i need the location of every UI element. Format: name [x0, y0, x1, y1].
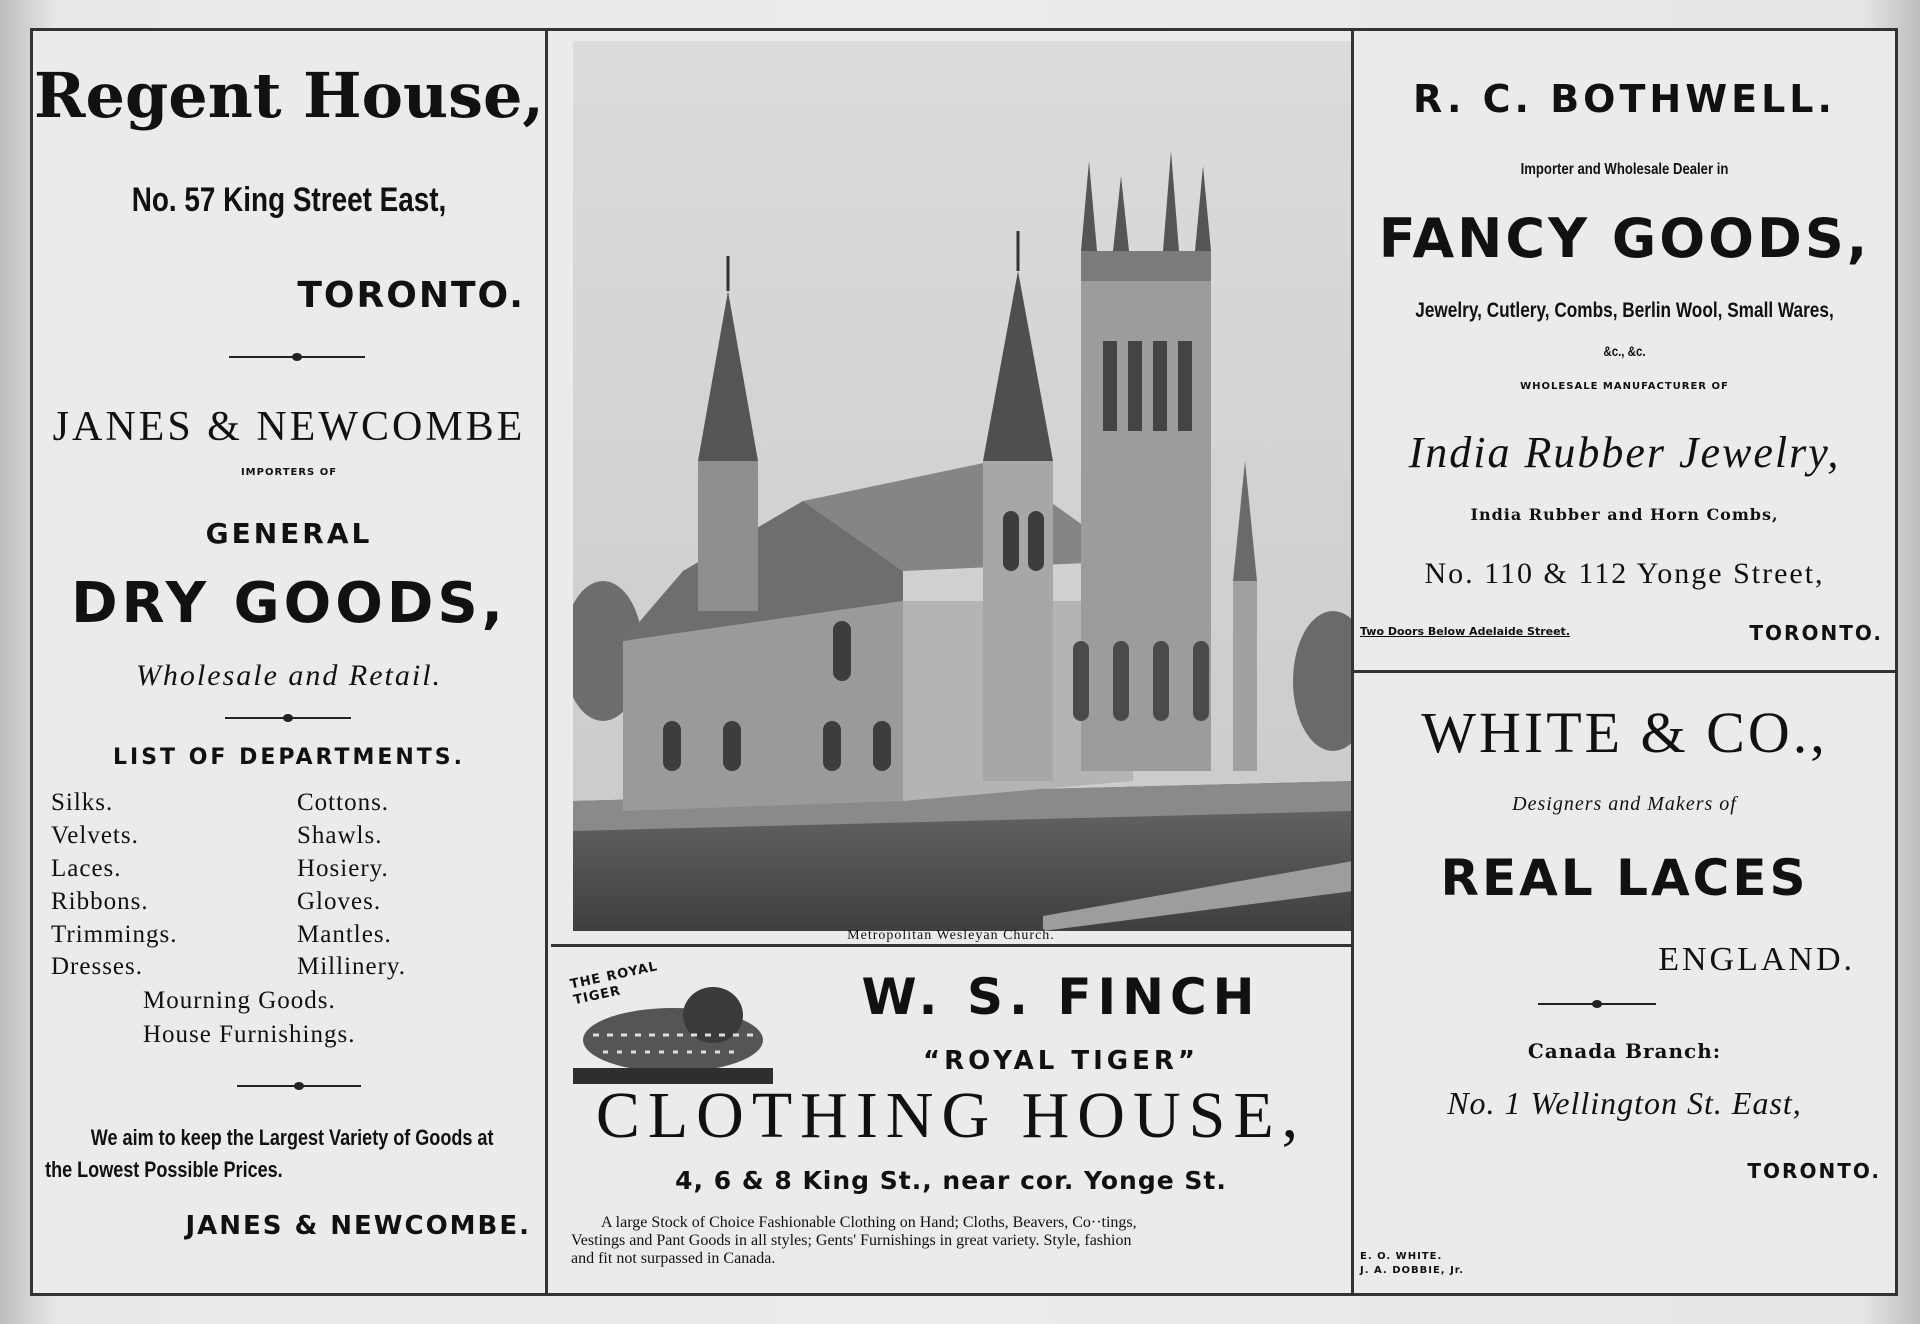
bothwell-doors-note: Two Doors Below Adelaide Street. — [1360, 625, 1570, 638]
white-co-city: TORONTO. — [1747, 1159, 1881, 1183]
wholesale-retail-line: Wholesale and Retail. — [135, 659, 443, 692]
department-item: Dresses. — [51, 953, 144, 980]
dry-goods-heading: DRY GOODS, — [71, 571, 507, 636]
department-item: Hosiery. — [297, 855, 389, 882]
finch-address: 4, 6 & 8 King St., near cor. Yonge St. — [675, 1166, 1227, 1195]
photo-caption: Metropolitan Wesleyan Church. — [847, 928, 1055, 943]
finch-desc-line: Vestings and Pant Goods in all styles; Gents' Furnishings in great variety. Style, fashion — [571, 1232, 1132, 1249]
real-laces-heading: REAL LACES — [1440, 849, 1809, 907]
department-item: Mantles. — [297, 921, 392, 948]
partner-name: E. O. WHITE. — [1360, 1251, 1443, 1262]
finch-desc-line: A large Stock of Choice Fashionable Clothing on Hand; Cloths, Beavers, Co··tings, — [601, 1214, 1137, 1231]
combs-line: India Rubber and Horn Combs, — [1470, 505, 1779, 524]
royal-tiger-logo — [563, 960, 773, 1090]
department-item: Cottons. — [297, 789, 390, 816]
church-image — [573, 41, 1353, 931]
aim-text-line2: the Lowest Possible Prices. — [45, 1157, 283, 1182]
bothwell-name: R. C. BOTHWELL. — [1413, 77, 1836, 121]
department-item: Shawls. — [297, 822, 383, 849]
department-item: Velvets. — [51, 822, 139, 849]
bothwell-importer-line: Importer and Wholesale Dealer in — [1520, 161, 1729, 178]
divider-rule — [237, 1085, 361, 1087]
wholesale-manufacturer-label: WHOLESALE MANUFACTURER OF — [1520, 381, 1729, 392]
department-item: Gloves. — [297, 888, 382, 915]
tiger-logo-label: THE ROYAL TIGER — [568, 959, 660, 1009]
bothwell-city: TORONTO. — [1749, 621, 1883, 645]
royal-tiger-subtitle: “ROYAL TIGER” — [923, 1046, 1199, 1076]
fancy-goods-heading: FANCY GOODS, — [1378, 207, 1871, 270]
importers-label: IMPORTERS OF — [240, 467, 338, 478]
department-item: Trimmings. — [51, 921, 178, 948]
regent-house-title: Regent House, — [33, 59, 545, 132]
department-item: Laces. — [51, 855, 122, 882]
designers-line: Designers and Makers of — [1512, 793, 1737, 815]
aim-text-line1: We aim to keep the Largest Variety of Goods at — [90, 1125, 494, 1150]
white-co-address: No. 1 Wellington St. East, — [1447, 1085, 1802, 1121]
bothwell-items-line: Jewelry, Cutlery, Combs, Berlin Wool, Small Wares, — [1415, 299, 1834, 322]
janes-newcombe-firm: JANES & NEWCOMBE — [52, 404, 526, 450]
department-item: Ribbons. — [51, 888, 149, 915]
regent-house-city: TORONTO. — [297, 275, 525, 316]
bothwell-advertisement — [1351, 31, 1895, 673]
country-label: ENGLAND. — [1658, 941, 1855, 978]
department-item: Millinery. — [297, 953, 407, 980]
department-item: Mourning Goods. — [143, 987, 336, 1014]
finch-advertisement — [551, 950, 1351, 1293]
janes-newcombe-signature: JANES & NEWCOMBE. — [185, 1211, 531, 1241]
advertisement-page — [30, 28, 1898, 1296]
white-co-advertisement — [1351, 673, 1895, 1293]
clothing-house-heading: CLOTHING HOUSE, — [595, 1079, 1307, 1152]
department-item: Silks. — [51, 789, 114, 816]
finch-title: W. S. FINCH — [861, 968, 1261, 1026]
bothwell-etc: &c., &c. — [1603, 343, 1646, 359]
bothwell-street: No. 110 & 112 Yonge Street, — [1424, 557, 1825, 590]
partner-name: J. A. DOBBIE, Jr. — [1360, 1265, 1465, 1276]
white-co-firm: WHITE & CO., — [1421, 700, 1828, 765]
divider-rule — [1538, 1003, 1656, 1005]
india-rubber-heading: India Rubber Jewelry, — [1408, 428, 1841, 477]
general-label: GENERAL — [205, 517, 373, 550]
departments-title: LIST OF DEPARTMENTS. — [112, 745, 466, 770]
regent-house-address: No. 57 King Street East, — [131, 181, 447, 219]
department-item: House Furnishings. — [143, 1021, 356, 1048]
finch-description — [571, 1214, 1341, 1268]
divider-rule — [225, 717, 351, 719]
divider-rule — [229, 356, 365, 358]
finch-desc-line: and fit not surpassed in Canada. — [571, 1250, 776, 1267]
church-photograph — [573, 41, 1353, 931]
church-photograph-panel — [551, 31, 1351, 947]
canada-branch-label: Canada Branch: — [1527, 1039, 1722, 1063]
regent-house-advertisement — [33, 31, 548, 1293]
